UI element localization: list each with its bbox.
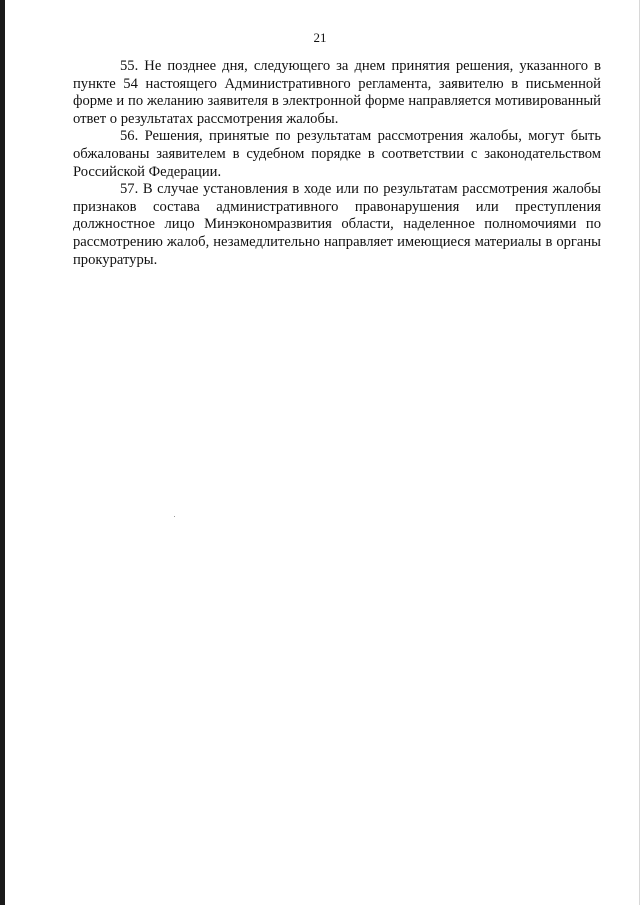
scan-speck [174,516,175,517]
paragraph-57: 57. В случае установления в ходе или по результатам рассмотрения жалобы признаков состава административного правонарушения или преступления должностное лицо Минэкономразвития области, наделенное полномочиями по рассмотрению жалоб, незамедлительно направляет имеющиеся материалы в органы прокуратуры. [73,181,601,268]
paragraph-56: 56. Решения, принятые по результатам рассмотрения жалобы, могут быть обжалованы заявителем в судебном порядке в соответствии с законодательством Российской Федерации. [73,128,601,180]
document-body [73,58,601,269]
scan-edge-left [0,0,5,905]
page-number: 21 [313,30,327,45]
paragraph-55: 55. Не позднее дня, следующего за днем принятия решения, указанного в пункте 54 настоящего Административного регламента, заявителю в письменной форме и по желанию заявителя в электронной форме направляется мотивированный ответ о результатах рассмотрения жалобы. [73,58,601,127]
